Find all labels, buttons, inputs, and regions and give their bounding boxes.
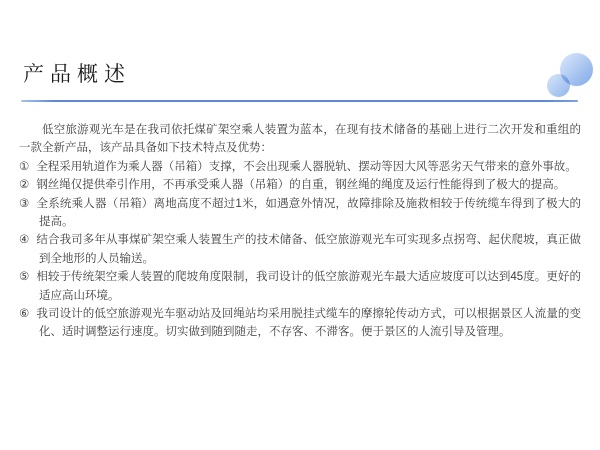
feature-item-6 <box>19 305 581 342</box>
decorative-circle-small <box>547 74 570 97</box>
feature-text: 相较于传统架空乘人装置的爬坡角度限制，我司设计的低空旅游观光车最大适应坡度可以达到45度。更好的适应高山环境。 <box>36 271 581 302</box>
feature-number: ⑥ <box>19 308 30 321</box>
page-title: 产品概述 <box>23 63 131 86</box>
feature-text: 钢丝绳仅提供牵引作用，不再承受乘人器（吊箱）的自重，钢丝绳的绳度及运行性能得到了极大的提高。 <box>36 179 566 192</box>
feature-item-1 <box>19 158 581 176</box>
feature-item-5 <box>19 268 581 305</box>
feature-text: 我司设计的低空旅游观光车驱动站及回绳站均采用脱挂式缆车的摩擦轮传动方式，可以根据景区人流量的变化、适时调整运行速度。切实做到随到随走，不存客、不滞客。便于景区的人流引导及管理。 <box>36 308 581 339</box>
feature-text: 结合我司多年从事煤矿架空乘人装置生产的技术储备、低空旅游观光车可实现多点拐弯、起伏爬坡，真正做到全地形的人员输送。 <box>36 234 581 265</box>
intro-paragraph: 低空旅游观光车是在我司依托煤矿架空乘人装置为蓝本，在现有技术储备的基础上进行二次开发和重组的一款全新产品，该产品具备如下技术特点及优势： <box>19 124 581 155</box>
feature-item-3 <box>19 195 581 232</box>
title-underline-rule <box>21 100 578 102</box>
feature-item-4 <box>19 231 581 268</box>
feature-number: ③ <box>19 197 30 210</box>
slide-body <box>19 121 581 342</box>
feature-number: ② <box>19 179 30 192</box>
feature-number: ④ <box>19 234 30 247</box>
feature-number: ① <box>19 160 30 173</box>
feature-text: 全程采用轨道作为乘人器（吊箱）支撑，不会出现乘人器脱轨、摆动等因大风等恶劣天气带来的意外事故。 <box>36 160 577 173</box>
feature-item-2 <box>19 176 581 194</box>
feature-text: 全系统乘人器（吊箱）离地高度不超过1米，如遇意外情况，故障排除及施救相较于传统缆车得到了极大的提高。 <box>36 197 582 229</box>
feature-number: ⑤ <box>19 271 30 284</box>
